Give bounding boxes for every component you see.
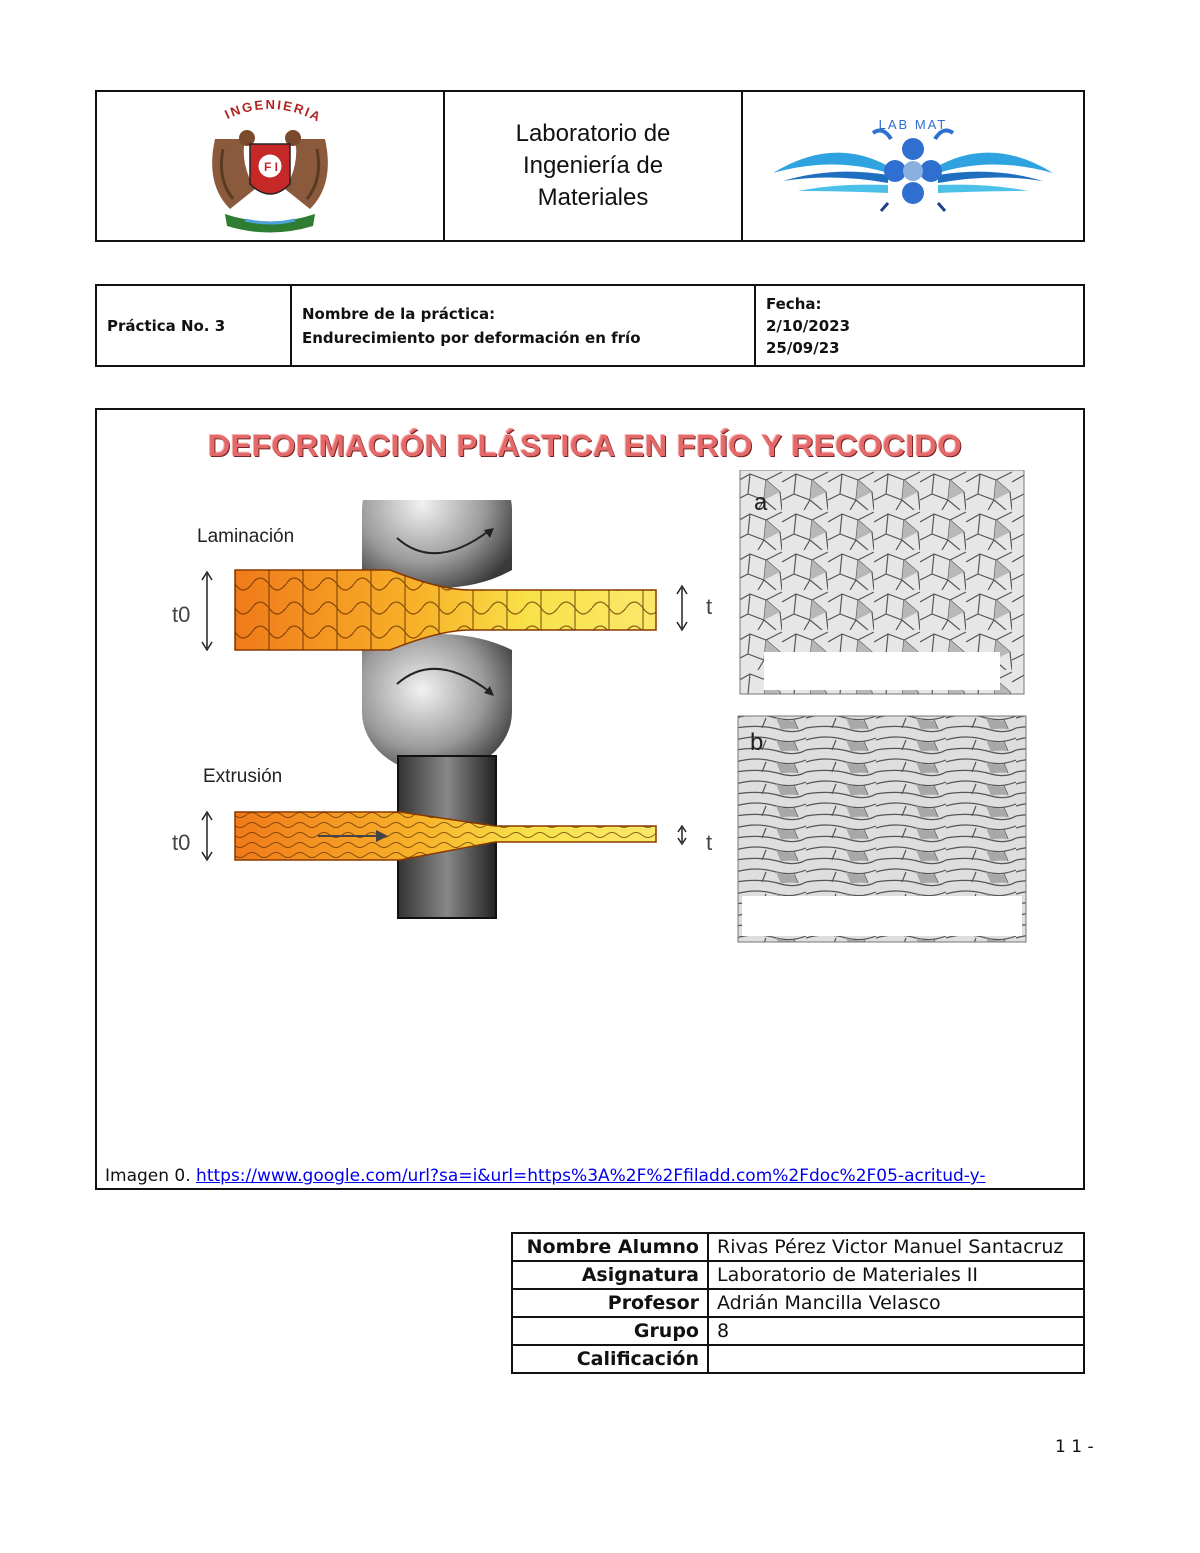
header-logo-cell xyxy=(97,92,445,240)
svg-text:F I: F I xyxy=(264,159,278,174)
labmat-logo-text: LAB MAT xyxy=(878,117,948,132)
row-label: Asignatura xyxy=(512,1261,708,1289)
svg-text:INGENIERIA xyxy=(222,96,324,124)
practice-date-cell xyxy=(756,286,1083,365)
lab-title-line-2: Ingeniería de xyxy=(522,152,664,179)
table-row xyxy=(512,1261,1084,1289)
date-value-2: 25/09/23 xyxy=(766,338,840,357)
lab-title-line-3: Materiales xyxy=(537,184,649,211)
lab-title-line-1: Laboratorio de xyxy=(515,120,671,147)
figure-caption xyxy=(105,1166,986,1186)
row-label: Grupo xyxy=(512,1317,708,1345)
lamination-t-label: t xyxy=(706,594,713,619)
practice-name-label: Nombre de la práctica: xyxy=(302,304,496,323)
practice-number: Práctica No. 3 xyxy=(107,316,226,335)
row-value: Laboratorio de Materiales II xyxy=(708,1261,1084,1289)
extrusion-label: Extrusión xyxy=(203,766,283,787)
practice-info-table xyxy=(95,284,1085,367)
caption-link[interactable]: https://www.google.com/url?sa=i&url=https%3A%2F%2Ffiladd.com%2Fdoc%2F05-acritud-y- xyxy=(196,1166,986,1186)
row-value: Rivas Pérez Victor Manuel Santacruz xyxy=(708,1233,1084,1261)
micrograph-b-blank-box xyxy=(742,896,1022,936)
micrograph-b-label: b xyxy=(750,729,764,756)
micrograph-a-blank-box xyxy=(764,652,1000,690)
lamination-label: Laminación xyxy=(197,526,295,547)
practice-name-value: Endurecimiento por deformación en frío xyxy=(302,328,641,347)
figure-title: DEFORMACIÓN PLÁSTICA EN FRÍO Y RECOCIDO xyxy=(207,428,963,463)
date-value-1: 2/10/2023 xyxy=(766,316,851,335)
row-label: Nombre Alumno xyxy=(512,1233,708,1261)
table-row xyxy=(512,1345,1084,1373)
micrographs xyxy=(736,470,1028,950)
student-table xyxy=(511,1232,1085,1374)
row-value: Adrián Mancilla Velasco xyxy=(708,1289,1084,1317)
practice-name-cell xyxy=(292,286,756,365)
micrograph-a-label: a xyxy=(754,489,768,516)
lamination-t0-label: t0 xyxy=(172,602,191,627)
header-title-cell xyxy=(445,92,743,240)
row-value xyxy=(708,1345,1084,1373)
table-row xyxy=(512,1317,1084,1345)
deformation-diagram xyxy=(150,500,730,930)
row-value: 8 xyxy=(708,1317,1084,1345)
lab-title xyxy=(516,118,671,214)
header-labmat-cell xyxy=(743,92,1083,240)
extrusion-t-label: t xyxy=(706,830,713,855)
caption-prefix: Imagen 0. xyxy=(105,1166,191,1186)
bottom-roll xyxy=(362,634,512,774)
date-label: Fecha: xyxy=(766,294,822,313)
logo-arc-text: INGENIERIA xyxy=(222,96,325,125)
labmat-logo xyxy=(763,111,1063,221)
practice-number-cell xyxy=(97,286,292,365)
table-row xyxy=(512,1289,1084,1317)
row-label: Profesor xyxy=(512,1289,708,1317)
header-table xyxy=(95,90,1085,242)
table-row xyxy=(512,1233,1084,1261)
unam-fi-logo xyxy=(195,94,345,239)
page-number: 1 1 - xyxy=(1055,1437,1094,1457)
extrusion-t0-label: t0 xyxy=(172,830,191,855)
row-label: Calificación xyxy=(512,1345,708,1373)
